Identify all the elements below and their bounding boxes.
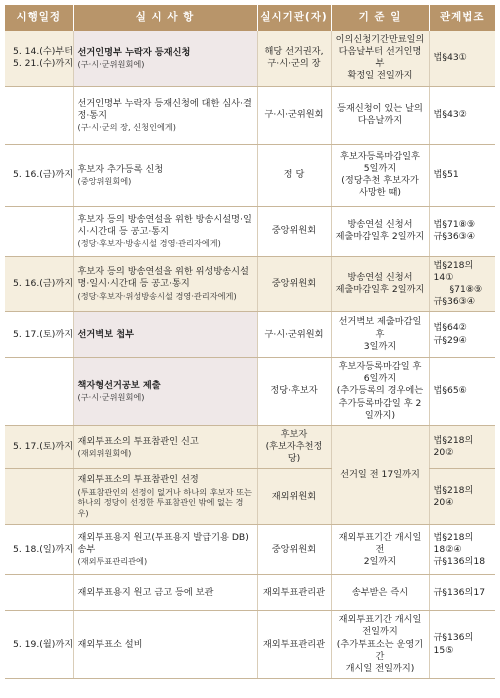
law-text: 법§43① [433,52,467,64]
std-text: 6일까지 [363,373,397,385]
table-row [5,525,495,575]
std-cell [331,525,429,575]
item-title: 재외투표용지 원고 금고 등에 보관 [77,586,214,598]
item-title: 재외투표용지 원고(투표용지 발급기용 DB) 송부 [77,532,249,556]
law-text: 규§136의15⑤ [433,632,474,656]
date-cell [5,31,73,86]
org-text: 구·시·군위원회 [264,108,324,120]
table-row [5,611,495,679]
header-std: 기 준 일 [331,5,429,31]
org-cell [257,31,331,86]
item-title: 재외투표소 설비 [77,638,143,650]
std-text: (추가등록의 경우에는 [336,385,424,397]
org-text: 중앙위원회 [271,543,317,555]
item-subtitle: (재외위원회에) [77,447,132,458]
table-row [5,575,495,611]
law-cell [429,312,495,358]
date-text: 5. 17.(토)까지 [13,328,74,340]
std-text: 재외투표기간 개시일 [338,614,422,626]
law-text: 법§218의20② [433,434,474,459]
std-text: 전일까지 [362,626,398,638]
std-text: 선거벽보 제출마감일 후 [338,316,422,340]
date-cell [5,86,73,144]
item-title: 선거벽보 첩부 [77,328,134,340]
std-cell [331,575,429,611]
std-cell [331,425,429,524]
law-text: 법§218의20④ [433,484,474,508]
std-text: 선거일 전 17일까지 [340,468,420,480]
law-cell [429,425,495,468]
law-text: 법§218의18②④ [433,531,474,555]
item-cell [73,144,257,206]
date-cell [5,575,73,611]
date-cell [5,469,73,525]
item-subtitle: (투표참관인의 선정이 없거나 하나의 후보자 또는 하나의 정당이 선정한 투표참관인 밖에 없는 경우) [77,486,252,519]
item-subtitle: (구·시·군의 장, 신청인에게) [77,121,176,132]
law-text: 법§65⑥ [433,385,467,397]
item-subtitle: (구·시·군위원회에) [77,58,145,69]
date-cell [5,425,73,468]
item-title: 책자형선거공보 제출 [77,379,161,391]
date-text: 5. 19.(월)까지 [13,638,74,650]
item-subtitle: (구·시·군위원회에) [77,392,145,403]
org-text: 재외투표관리관 [262,586,326,598]
org-cell [257,358,331,426]
date-text: 5. 16.(금)까지 [13,277,74,289]
law-text: §71⑧⑨ [449,283,483,295]
org-cell [257,86,331,144]
law-text: 법§43② [433,108,467,120]
header-date: 시행일정 [5,5,73,31]
date-text: 5. 21.(수)까지 [13,58,74,70]
law-cell [429,31,495,86]
std-text: (정당추천 후보자가 [341,175,419,187]
law-text: 법§51 [433,168,459,180]
item-cell [73,256,257,312]
std-cell [331,144,429,206]
law-cell [429,256,495,312]
std-text: 확정일 전일까지 [347,70,413,82]
org-cell [257,144,331,206]
std-text: 다음날부터 선거인명부 [338,46,422,70]
item-title: 후보자 등의 방송연설을 위한 방송시설명·일시·시간대 등 공고·통지 [77,213,252,237]
table-row [5,425,495,468]
org-text: (후보자추천정당) [265,440,323,465]
item-subtitle: (재외투표관리관에) [77,556,148,567]
date-text: 5. 16.(금)까지 [13,168,74,180]
org-text: 구·시·군의 장 [267,58,321,70]
law-cell [429,358,495,426]
org-text: 후보자 [280,428,308,440]
item-cell [73,575,257,611]
org-cell [257,575,331,611]
std-cell [331,256,429,312]
table-row [5,31,495,86]
std-text: 후보자등록마감일 후 [338,361,422,373]
item-title: 후보자 등의 방송연설을 위한 위성방송시설명·일시·시간대 등 공고·통지 [77,266,249,290]
law-text: 규§36③④ [433,295,476,307]
item-cell [73,206,257,256]
org-cell [257,611,331,679]
header-law: 관계법조 [429,5,495,31]
std-text: 3일까지 [363,340,397,352]
org-text: 정당·후보자 [270,385,318,397]
law-cell [429,575,495,611]
std-cell [331,312,429,358]
item-title: 선거인명부 누락자 등재신청 [77,46,191,58]
org-cell [257,525,331,575]
org-text: 재외투표관리관 [262,638,326,650]
std-text: 사망한 때) [358,187,401,199]
std-text: 재외투표기간 개시일전 [338,531,422,555]
item-cell [73,469,257,525]
item-cell [73,31,257,86]
header-item: 실 시 사 항 [73,5,257,31]
std-cell [331,358,429,426]
date-cell [5,358,73,426]
org-cell [257,425,331,468]
item-subtitle: (중앙위원회에) [77,175,132,186]
std-text: 5일까지 [363,162,397,174]
law-cell [429,206,495,256]
date-cell [5,525,73,575]
std-text: (추가투표소는 운영기간 [336,638,424,662]
org-cell [257,256,331,312]
org-text: 중앙위원회 [271,224,317,236]
std-text: 등재신청이 있는 날의 [337,102,423,114]
table-row [5,144,495,206]
item-cell [73,312,257,358]
law-text: 법§64② [433,322,467,334]
std-text: 방송연설 신청서 [347,271,413,283]
law-text: 규§136의17 [433,586,486,598]
std-cell [331,206,429,256]
law-cell [429,525,495,575]
std-text: 제출마감일후 2일까지 [335,231,425,243]
header-org: 실시기관(자) [257,5,331,31]
law-text: 규§136의18 [433,555,486,567]
std-cell [331,31,429,86]
org-text: 해당 선거권자, [264,46,324,58]
date-cell [5,312,73,358]
std-cell [331,611,429,679]
std-text: 다음날까지 [357,115,403,127]
table-row [5,358,495,426]
item-title: 선거인명부 누락자 등재신청에 대한 심사·결정·통지 [77,97,252,121]
org-cell [257,206,331,256]
table-row [5,206,495,256]
law-cell [429,611,495,679]
date-text: 5. 18.(일)까지 [13,543,74,555]
table-row [5,256,495,312]
item-subtitle: (정당·후보자·위성방송시설 경영·관리자에게) [77,290,237,301]
org-text: 중앙위원회 [271,277,317,289]
item-cell [73,525,257,575]
date-cell [5,206,73,256]
date-cell [5,256,73,312]
header-row [5,5,495,31]
law-cell [429,86,495,144]
std-text: 2일까지 [363,555,397,567]
org-text: 정 당 [283,168,305,180]
law-text: 법§218의14① [433,259,474,283]
org-text: 재외위원회 [271,490,317,502]
std-text: 추가등록마감일 후 2일까지) [338,397,422,421]
date-text: 5. 14.(수)부터 [13,46,74,58]
item-subtitle: (정당·후보자·방송시설 경영·관리자에게) [77,237,221,248]
std-text: 방송연설 신청서 [347,218,413,230]
std-text: 제출마감일후 2일까지 [335,283,425,295]
item-title: 재외투표소의 투표참관인 선정 [77,474,199,486]
std-text: 송부받은 즉시 [351,586,409,598]
item-title: 재외투표소의 투표참관인 신고 [77,435,199,447]
law-text: 법§71⑧⑨ [433,218,476,230]
std-text: 이의신청기간만료일의 [335,34,425,45]
std-cell [331,86,429,144]
org-cell [257,312,331,358]
std-text: 후보자등록마감일후 [340,150,420,162]
schedule-table [5,5,495,679]
date-cell [5,144,73,206]
table-row [5,312,495,358]
std-text: 개시일 전일까지) [345,662,415,674]
law-cell [429,144,495,206]
law-text: 규§36③④ [433,231,476,243]
table-row [5,86,495,144]
org-text: 구·시·군위원회 [264,328,324,340]
org-cell [257,469,331,525]
law-cell [429,469,495,525]
item-cell [73,86,257,144]
item-cell [73,611,257,679]
item-cell [73,358,257,426]
law-text: 규§29④ [433,334,467,346]
item-cell [73,425,257,468]
date-text: 5. 17.(토)까지 [13,440,74,452]
date-cell [5,611,73,679]
item-title: 후보자 추가등록 신청 [77,163,164,175]
